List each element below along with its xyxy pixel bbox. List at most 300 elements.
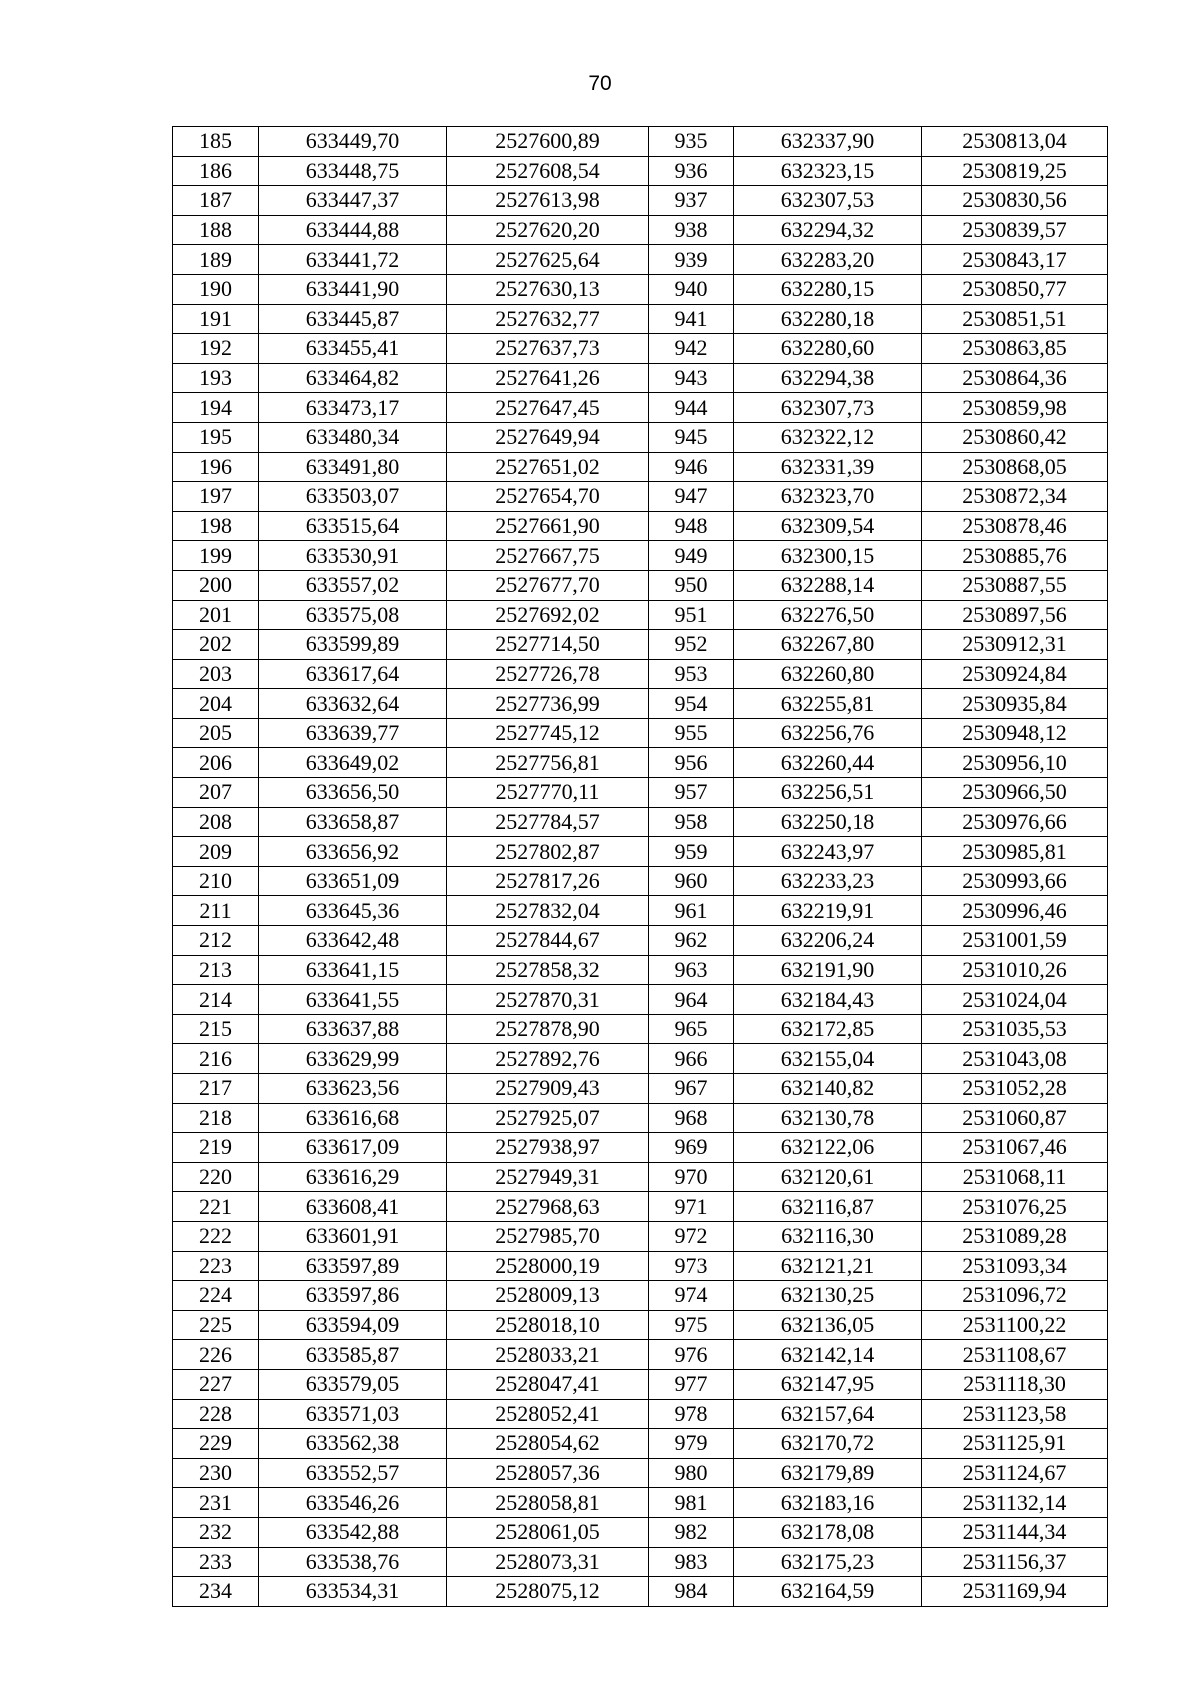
point-number-cell: 935 xyxy=(649,127,734,157)
y-coordinate-cell: 2530897,56 xyxy=(922,600,1108,630)
y-coordinate-cell: 2531156,37 xyxy=(922,1547,1108,1577)
y-coordinate-cell: 2530935,84 xyxy=(922,689,1108,719)
point-number-cell: 947 xyxy=(649,482,734,512)
table-row xyxy=(173,1014,1108,1044)
point-number-cell: 187 xyxy=(173,186,259,216)
point-number-cell: 983 xyxy=(649,1547,734,1577)
y-coordinate-cell: 2530819,25 xyxy=(922,156,1108,186)
x-coordinate-cell: 632280,60 xyxy=(734,334,922,364)
y-coordinate-cell: 2528058,81 xyxy=(447,1488,649,1518)
point-number-cell: 205 xyxy=(173,718,259,748)
x-coordinate-cell: 632307,73 xyxy=(734,393,922,423)
point-number-cell: 192 xyxy=(173,334,259,364)
y-coordinate-cell: 2527661,90 xyxy=(447,511,649,541)
x-coordinate-cell: 632140,82 xyxy=(734,1074,922,1104)
x-coordinate-cell: 633562,38 xyxy=(259,1429,447,1459)
x-coordinate-cell: 632322,12 xyxy=(734,422,922,452)
table-row xyxy=(173,1399,1108,1429)
x-coordinate-cell: 632294,38 xyxy=(734,363,922,393)
x-coordinate-cell: 633449,70 xyxy=(259,127,447,157)
x-coordinate-cell: 632323,15 xyxy=(734,156,922,186)
y-coordinate-cell: 2527677,70 xyxy=(447,570,649,600)
point-number-cell: 952 xyxy=(649,630,734,660)
point-number-cell: 974 xyxy=(649,1281,734,1311)
table-row xyxy=(173,304,1108,334)
y-coordinate-cell: 2531068,11 xyxy=(922,1162,1108,1192)
x-coordinate-cell: 633637,88 xyxy=(259,1014,447,1044)
point-number-cell: 222 xyxy=(173,1221,259,1251)
point-number-cell: 977 xyxy=(649,1369,734,1399)
x-coordinate-cell: 632323,70 xyxy=(734,482,922,512)
y-coordinate-cell: 2527770,11 xyxy=(447,778,649,808)
point-number-cell: 216 xyxy=(173,1044,259,1074)
x-coordinate-cell: 633538,76 xyxy=(259,1547,447,1577)
x-coordinate-cell: 633629,99 xyxy=(259,1044,447,1074)
table-row xyxy=(173,1458,1108,1488)
x-coordinate-cell: 633480,34 xyxy=(259,422,447,452)
table-row xyxy=(173,896,1108,926)
y-coordinate-cell: 2528009,13 xyxy=(447,1281,649,1311)
y-coordinate-cell: 2527968,63 xyxy=(447,1192,649,1222)
x-coordinate-cell: 633455,41 xyxy=(259,334,447,364)
table-row xyxy=(173,1192,1108,1222)
x-coordinate-cell: 633447,37 xyxy=(259,186,447,216)
x-coordinate-cell: 633579,05 xyxy=(259,1369,447,1399)
point-number-cell: 200 xyxy=(173,570,259,600)
y-coordinate-cell: 2527600,89 xyxy=(447,127,649,157)
x-coordinate-cell: 632276,50 xyxy=(734,600,922,630)
x-coordinate-cell: 632178,08 xyxy=(734,1517,922,1547)
y-coordinate-cell: 2531118,30 xyxy=(922,1369,1108,1399)
y-coordinate-cell: 2527985,70 xyxy=(447,1221,649,1251)
y-coordinate-cell: 2527667,75 xyxy=(447,541,649,571)
point-number-cell: 941 xyxy=(649,304,734,334)
x-coordinate-cell: 632121,21 xyxy=(734,1251,922,1281)
x-coordinate-cell: 633639,77 xyxy=(259,718,447,748)
x-coordinate-cell: 633473,17 xyxy=(259,393,447,423)
y-coordinate-cell: 2527608,54 xyxy=(447,156,649,186)
x-coordinate-cell: 632179,89 xyxy=(734,1458,922,1488)
table-row xyxy=(173,541,1108,571)
y-coordinate-cell: 2528033,21 xyxy=(447,1340,649,1370)
point-number-cell: 966 xyxy=(649,1044,734,1074)
table-row xyxy=(173,748,1108,778)
point-number-cell: 948 xyxy=(649,511,734,541)
y-coordinate-cell: 2527832,04 xyxy=(447,896,649,926)
point-number-cell: 204 xyxy=(173,689,259,719)
y-coordinate-cell: 2530863,85 xyxy=(922,334,1108,364)
y-coordinate-cell: 2531144,34 xyxy=(922,1517,1108,1547)
coordinates-table-body xyxy=(173,127,1108,1607)
point-number-cell: 956 xyxy=(649,748,734,778)
y-coordinate-cell: 2531043,08 xyxy=(922,1044,1108,1074)
point-number-cell: 226 xyxy=(173,1340,259,1370)
x-coordinate-cell: 633642,48 xyxy=(259,926,447,956)
x-coordinate-cell: 633649,02 xyxy=(259,748,447,778)
y-coordinate-cell: 2530860,42 xyxy=(922,422,1108,452)
y-coordinate-cell: 2528057,36 xyxy=(447,1458,649,1488)
point-number-cell: 961 xyxy=(649,896,734,926)
point-number-cell: 196 xyxy=(173,452,259,482)
x-coordinate-cell: 632337,90 xyxy=(734,127,922,157)
point-number-cell: 227 xyxy=(173,1369,259,1399)
x-coordinate-cell: 633530,91 xyxy=(259,541,447,571)
x-coordinate-cell: 633632,64 xyxy=(259,689,447,719)
y-coordinate-cell: 2527649,94 xyxy=(447,422,649,452)
y-coordinate-cell: 2531125,91 xyxy=(922,1429,1108,1459)
point-number-cell: 970 xyxy=(649,1162,734,1192)
table-row xyxy=(173,245,1108,275)
y-coordinate-cell: 2527641,26 xyxy=(447,363,649,393)
y-coordinate-cell: 2530878,46 xyxy=(922,511,1108,541)
x-coordinate-cell: 633464,82 xyxy=(259,363,447,393)
y-coordinate-cell: 2527909,43 xyxy=(447,1074,649,1104)
point-number-cell: 214 xyxy=(173,985,259,1015)
y-coordinate-cell: 2531123,58 xyxy=(922,1399,1108,1429)
y-coordinate-cell: 2528047,41 xyxy=(447,1369,649,1399)
y-coordinate-cell: 2527630,13 xyxy=(447,274,649,304)
table-row xyxy=(173,659,1108,689)
point-number-cell: 201 xyxy=(173,600,259,630)
y-coordinate-cell: 2527726,78 xyxy=(447,659,649,689)
table-row xyxy=(173,156,1108,186)
x-coordinate-cell: 633597,86 xyxy=(259,1281,447,1311)
y-coordinate-cell: 2530843,17 xyxy=(922,245,1108,275)
point-number-cell: 231 xyxy=(173,1488,259,1518)
x-coordinate-cell: 633617,09 xyxy=(259,1133,447,1163)
table-row xyxy=(173,926,1108,956)
point-number-cell: 939 xyxy=(649,245,734,275)
point-number-cell: 188 xyxy=(173,215,259,245)
x-coordinate-cell: 633658,87 xyxy=(259,807,447,837)
y-coordinate-cell: 2527925,07 xyxy=(447,1103,649,1133)
point-number-cell: 229 xyxy=(173,1429,259,1459)
y-coordinate-cell: 2527647,45 xyxy=(447,393,649,423)
point-number-cell: 228 xyxy=(173,1399,259,1429)
table-row xyxy=(173,1281,1108,1311)
y-coordinate-cell: 2531035,53 xyxy=(922,1014,1108,1044)
table-row xyxy=(173,422,1108,452)
x-coordinate-cell: 633557,02 xyxy=(259,570,447,600)
x-coordinate-cell: 632331,39 xyxy=(734,452,922,482)
point-number-cell: 949 xyxy=(649,541,734,571)
point-number-cell: 957 xyxy=(649,778,734,808)
point-number-cell: 218 xyxy=(173,1103,259,1133)
x-coordinate-cell: 632233,23 xyxy=(734,866,922,896)
point-number-cell: 221 xyxy=(173,1192,259,1222)
point-number-cell: 190 xyxy=(173,274,259,304)
y-coordinate-cell: 2530948,12 xyxy=(922,718,1108,748)
point-number-cell: 938 xyxy=(649,215,734,245)
y-coordinate-cell: 2530868,05 xyxy=(922,452,1108,482)
y-coordinate-cell: 2527632,77 xyxy=(447,304,649,334)
x-coordinate-cell: 633616,29 xyxy=(259,1162,447,1192)
x-coordinate-cell: 633546,26 xyxy=(259,1488,447,1518)
x-coordinate-cell: 633641,15 xyxy=(259,955,447,985)
point-number-cell: 198 xyxy=(173,511,259,541)
table-row xyxy=(173,1103,1108,1133)
y-coordinate-cell: 2531024,04 xyxy=(922,985,1108,1015)
y-coordinate-cell: 2530839,57 xyxy=(922,215,1108,245)
y-coordinate-cell: 2530813,04 xyxy=(922,127,1108,157)
x-coordinate-cell: 633623,56 xyxy=(259,1074,447,1104)
y-coordinate-cell: 2530996,46 xyxy=(922,896,1108,926)
y-coordinate-cell: 2527802,87 xyxy=(447,837,649,867)
x-coordinate-cell: 633441,72 xyxy=(259,245,447,275)
y-coordinate-cell: 2530912,31 xyxy=(922,630,1108,660)
point-number-cell: 975 xyxy=(649,1310,734,1340)
x-coordinate-cell: 632184,43 xyxy=(734,985,922,1015)
y-coordinate-cell: 2531100,22 xyxy=(922,1310,1108,1340)
y-coordinate-cell: 2531010,26 xyxy=(922,955,1108,985)
table-row xyxy=(173,1340,1108,1370)
point-number-cell: 976 xyxy=(649,1340,734,1370)
point-number-cell: 213 xyxy=(173,955,259,985)
point-number-cell: 220 xyxy=(173,1162,259,1192)
x-coordinate-cell: 632155,04 xyxy=(734,1044,922,1074)
point-number-cell: 979 xyxy=(649,1429,734,1459)
point-number-cell: 233 xyxy=(173,1547,259,1577)
x-coordinate-cell: 632260,80 xyxy=(734,659,922,689)
y-coordinate-cell: 2531089,28 xyxy=(922,1221,1108,1251)
table-row xyxy=(173,955,1108,985)
x-coordinate-cell: 632294,32 xyxy=(734,215,922,245)
point-number-cell: 203 xyxy=(173,659,259,689)
y-coordinate-cell: 2528073,31 xyxy=(447,1547,649,1577)
y-coordinate-cell: 2527651,02 xyxy=(447,452,649,482)
x-coordinate-cell: 633601,91 xyxy=(259,1221,447,1251)
y-coordinate-cell: 2530956,10 xyxy=(922,748,1108,778)
x-coordinate-cell: 632283,20 xyxy=(734,245,922,275)
y-coordinate-cell: 2527637,73 xyxy=(447,334,649,364)
point-number-cell: 940 xyxy=(649,274,734,304)
y-coordinate-cell: 2527844,67 xyxy=(447,926,649,956)
y-coordinate-cell: 2527938,97 xyxy=(447,1133,649,1163)
point-number-cell: 212 xyxy=(173,926,259,956)
table-row xyxy=(173,274,1108,304)
x-coordinate-cell: 632288,14 xyxy=(734,570,922,600)
y-coordinate-cell: 2527784,57 xyxy=(447,807,649,837)
point-number-cell: 199 xyxy=(173,541,259,571)
x-coordinate-cell: 633542,88 xyxy=(259,1517,447,1547)
point-number-cell: 958 xyxy=(649,807,734,837)
x-coordinate-cell: 633444,88 xyxy=(259,215,447,245)
x-coordinate-cell: 632250,18 xyxy=(734,807,922,837)
x-coordinate-cell: 633617,64 xyxy=(259,659,447,689)
point-number-cell: 211 xyxy=(173,896,259,926)
y-coordinate-cell: 2530993,66 xyxy=(922,866,1108,896)
table-row xyxy=(173,1547,1108,1577)
x-coordinate-cell: 632256,76 xyxy=(734,718,922,748)
y-coordinate-cell: 2527613,98 xyxy=(447,186,649,216)
y-coordinate-cell: 2530851,51 xyxy=(922,304,1108,334)
x-coordinate-cell: 632267,80 xyxy=(734,630,922,660)
point-number-cell: 960 xyxy=(649,866,734,896)
y-coordinate-cell: 2531060,87 xyxy=(922,1103,1108,1133)
table-row xyxy=(173,1221,1108,1251)
table-row xyxy=(173,570,1108,600)
point-number-cell: 195 xyxy=(173,422,259,452)
point-number-cell: 984 xyxy=(649,1577,734,1607)
point-number-cell: 978 xyxy=(649,1399,734,1429)
x-coordinate-cell: 632116,30 xyxy=(734,1221,922,1251)
x-coordinate-cell: 633571,03 xyxy=(259,1399,447,1429)
x-coordinate-cell: 632300,15 xyxy=(734,541,922,571)
x-coordinate-cell: 632256,51 xyxy=(734,778,922,808)
x-coordinate-cell: 632175,23 xyxy=(734,1547,922,1577)
y-coordinate-cell: 2530985,81 xyxy=(922,837,1108,867)
x-coordinate-cell: 632130,78 xyxy=(734,1103,922,1133)
y-coordinate-cell: 2527949,31 xyxy=(447,1162,649,1192)
x-coordinate-cell: 632116,87 xyxy=(734,1192,922,1222)
x-coordinate-cell: 632157,64 xyxy=(734,1399,922,1429)
point-number-cell: 215 xyxy=(173,1014,259,1044)
point-number-cell: 224 xyxy=(173,1281,259,1311)
point-number-cell: 223 xyxy=(173,1251,259,1281)
y-coordinate-cell: 2527745,12 xyxy=(447,718,649,748)
point-number-cell: 937 xyxy=(649,186,734,216)
y-coordinate-cell: 2530887,55 xyxy=(922,570,1108,600)
table-row xyxy=(173,186,1108,216)
y-coordinate-cell: 2530976,66 xyxy=(922,807,1108,837)
x-coordinate-cell: 632191,90 xyxy=(734,955,922,985)
table-row xyxy=(173,837,1108,867)
y-coordinate-cell: 2531096,72 xyxy=(922,1281,1108,1311)
point-number-cell: 185 xyxy=(173,127,259,157)
y-coordinate-cell: 2531132,14 xyxy=(922,1488,1108,1518)
point-number-cell: 191 xyxy=(173,304,259,334)
point-number-cell: 955 xyxy=(649,718,734,748)
table-row xyxy=(173,1310,1108,1340)
table-row xyxy=(173,1429,1108,1459)
table-row xyxy=(173,1251,1108,1281)
point-number-cell: 969 xyxy=(649,1133,734,1163)
x-coordinate-cell: 633599,89 xyxy=(259,630,447,660)
point-number-cell: 202 xyxy=(173,630,259,660)
x-coordinate-cell: 632147,95 xyxy=(734,1369,922,1399)
x-coordinate-cell: 632130,25 xyxy=(734,1281,922,1311)
point-number-cell: 972 xyxy=(649,1221,734,1251)
x-coordinate-cell: 633575,08 xyxy=(259,600,447,630)
x-coordinate-cell: 633616,68 xyxy=(259,1103,447,1133)
x-coordinate-cell: 632255,81 xyxy=(734,689,922,719)
table-row xyxy=(173,630,1108,660)
table-row xyxy=(173,334,1108,364)
table-row xyxy=(173,1488,1108,1518)
x-coordinate-cell: 633656,92 xyxy=(259,837,447,867)
point-number-cell: 234 xyxy=(173,1577,259,1607)
x-coordinate-cell: 633441,90 xyxy=(259,274,447,304)
point-number-cell: 208 xyxy=(173,807,259,837)
y-coordinate-cell: 2531067,46 xyxy=(922,1133,1108,1163)
x-coordinate-cell: 633608,41 xyxy=(259,1192,447,1222)
point-number-cell: 230 xyxy=(173,1458,259,1488)
y-coordinate-cell: 2531124,67 xyxy=(922,1458,1108,1488)
point-number-cell: 959 xyxy=(649,837,734,867)
x-coordinate-cell: 632136,05 xyxy=(734,1310,922,1340)
point-number-cell: 936 xyxy=(649,156,734,186)
x-coordinate-cell: 632243,97 xyxy=(734,837,922,867)
y-coordinate-cell: 2527878,90 xyxy=(447,1014,649,1044)
table-row xyxy=(173,600,1108,630)
table-row xyxy=(173,363,1108,393)
point-number-cell: 953 xyxy=(649,659,734,689)
x-coordinate-cell: 633656,50 xyxy=(259,778,447,808)
x-coordinate-cell: 633515,64 xyxy=(259,511,447,541)
y-coordinate-cell: 2527736,99 xyxy=(447,689,649,719)
y-coordinate-cell: 2528052,41 xyxy=(447,1399,649,1429)
y-coordinate-cell: 2530872,34 xyxy=(922,482,1108,512)
x-coordinate-cell: 633503,07 xyxy=(259,482,447,512)
x-coordinate-cell: 632307,53 xyxy=(734,186,922,216)
y-coordinate-cell: 2530864,36 xyxy=(922,363,1108,393)
y-coordinate-cell: 2527692,02 xyxy=(447,600,649,630)
point-number-cell: 197 xyxy=(173,482,259,512)
y-coordinate-cell: 2527625,64 xyxy=(447,245,649,275)
y-coordinate-cell: 2531076,25 xyxy=(922,1192,1108,1222)
table-row xyxy=(173,866,1108,896)
y-coordinate-cell: 2531001,59 xyxy=(922,926,1108,956)
table-row xyxy=(173,1577,1108,1607)
table-row xyxy=(173,1133,1108,1163)
y-coordinate-cell: 2528054,62 xyxy=(447,1429,649,1459)
point-number-cell: 980 xyxy=(649,1458,734,1488)
table-row xyxy=(173,511,1108,541)
table-row xyxy=(173,718,1108,748)
x-coordinate-cell: 633491,80 xyxy=(259,452,447,482)
table-row xyxy=(173,127,1108,157)
y-coordinate-cell: 2528075,12 xyxy=(447,1577,649,1607)
point-number-cell: 946 xyxy=(649,452,734,482)
x-coordinate-cell: 632164,59 xyxy=(734,1577,922,1607)
y-coordinate-cell: 2527817,26 xyxy=(447,866,649,896)
point-number-cell: 951 xyxy=(649,600,734,630)
y-coordinate-cell: 2527892,76 xyxy=(447,1044,649,1074)
y-coordinate-cell: 2527756,81 xyxy=(447,748,649,778)
table-row xyxy=(173,1369,1108,1399)
page-number: 70 xyxy=(588,72,612,95)
x-coordinate-cell: 632206,24 xyxy=(734,926,922,956)
table-row xyxy=(173,1162,1108,1192)
point-number-cell: 954 xyxy=(649,689,734,719)
x-coordinate-cell: 633445,87 xyxy=(259,304,447,334)
x-coordinate-cell: 632280,18 xyxy=(734,304,922,334)
table-row xyxy=(173,1044,1108,1074)
point-number-cell: 219 xyxy=(173,1133,259,1163)
y-coordinate-cell: 2530924,84 xyxy=(922,659,1108,689)
table-row xyxy=(173,1074,1108,1104)
point-number-cell: 965 xyxy=(649,1014,734,1044)
y-coordinate-cell: 2528000,19 xyxy=(447,1251,649,1281)
y-coordinate-cell: 2530885,76 xyxy=(922,541,1108,571)
table-row xyxy=(173,1517,1108,1547)
x-coordinate-cell: 633448,75 xyxy=(259,156,447,186)
x-coordinate-cell: 632260,44 xyxy=(734,748,922,778)
point-number-cell: 217 xyxy=(173,1074,259,1104)
table-row xyxy=(173,689,1108,719)
point-number-cell: 207 xyxy=(173,778,259,808)
point-number-cell: 967 xyxy=(649,1074,734,1104)
point-number-cell: 968 xyxy=(649,1103,734,1133)
point-number-cell: 186 xyxy=(173,156,259,186)
x-coordinate-cell: 632183,16 xyxy=(734,1488,922,1518)
x-coordinate-cell: 633594,09 xyxy=(259,1310,447,1340)
point-number-cell: 206 xyxy=(173,748,259,778)
table-row xyxy=(173,482,1108,512)
x-coordinate-cell: 633641,55 xyxy=(259,985,447,1015)
x-coordinate-cell: 633597,89 xyxy=(259,1251,447,1281)
point-number-cell: 982 xyxy=(649,1517,734,1547)
